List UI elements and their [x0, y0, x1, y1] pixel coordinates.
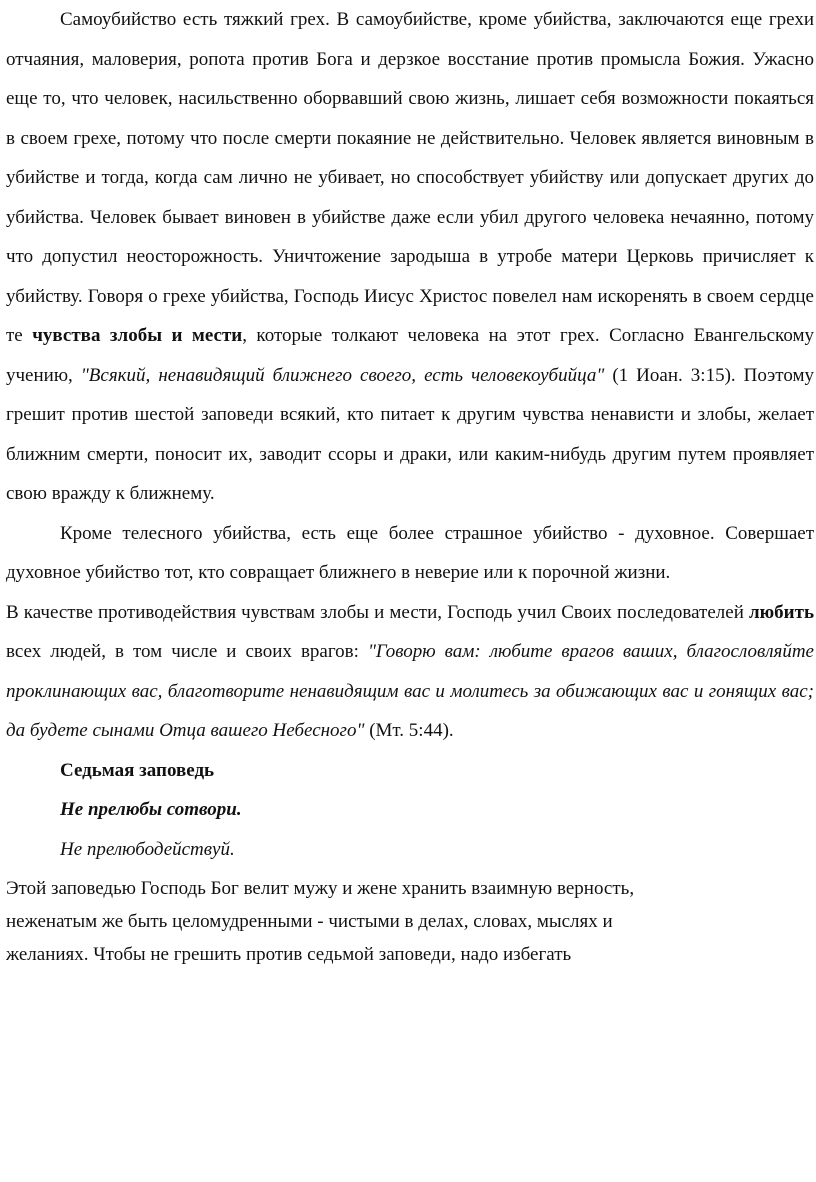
scripture-quote: "Говорю вам: любите врагов ваших, благословляйте проклинающих вас, благотворите ненавидящим вас и молитесь за обижающих вас и гонящих вас; да будете сынами Отца вашего Небесного": [6, 641, 814, 741]
paragraph-love-enemies: [6, 593, 814, 751]
paragraph-text: всех людей, в том числе и своих врагов:: [6, 641, 368, 662]
section-heading-text: Седьмая заповедь: [60, 759, 215, 781]
commandment-modern-text: Не прелюбодействуй.: [60, 838, 235, 860]
bold-phrase-malice-revenge: чувства злобы и мести: [32, 325, 243, 346]
paragraph-text: (Мт. 5:44).: [364, 720, 454, 741]
commandment-old-text: Не прелюбы сотвори.: [60, 799, 242, 820]
paragraph-text: Самоубийство есть тяжкий грех. В самоубийстве, кроме убийства, заключаются еще грехи отчаяния, маловерия, ропота против Бога и дерзкое восстание против промысла Божия. Ужасно еще то, что человек, насильственно оборвавший свою жизнь, лишает себя возможности покаяться в своем грехе, потому что после смерти покаяние не действительно. Человек является виновным в убийстве и тогда, когда сам лично не убивает, но способствует убийству или допускает других до убийства. Человек бывает виновен в убийстве даже если убил другого человека нечаянно, потому что допустил неосторожность. Уничтожение зародыша в утробе матери Церковь причисляет к убийству. Говоря о грехе убийства, Господь Иисус Христос повелел нам искоренять в своем сердце те: [6, 9, 814, 346]
commandment-modern: [6, 830, 814, 870]
paragraph-text: В качестве противодействия чувствам злобы и мести, Господь учил Своих последователей: [6, 601, 749, 623]
explanation-line: желаниях. Чтобы не грешить против седьмой заповеди, надо избегать: [6, 944, 572, 965]
commandment-old: [6, 790, 814, 830]
section-heading: [6, 751, 814, 791]
bold-word-love: любить: [748, 601, 814, 623]
document-body: [6, 0, 814, 751]
explanation-line: Этой заповедью Господь Бог велит мужу и жене хранить взаимную верность,: [6, 878, 635, 899]
explanation-line: неженатым же быть целомудренными - чистыми в делах, словах, мыслях и: [6, 911, 613, 932]
paragraph-spiritual-murder: [6, 514, 814, 593]
paragraph-text: (1 Иоан. 3:15). Поэтому грешит против шестой заповеди всякий, кто питает к другим чувства ненависти и злобы, желает ближним смерти, поносит их, заводит ссоры и драки, или каким-нибудь другим путем проявляет свою вражду к ближнему.: [6, 364, 814, 504]
scripture-quote: "Всякий, ненавидящий ближнего своего, есть человекоубийца": [80, 364, 605, 386]
paragraph-text: , которые толкают человека на этот грех. Согласно Евангельскому учению,: [6, 325, 814, 386]
paragraph-text: Кроме телесного убийства, есть еще более страшное убийство - духовное. Совершает духовное убийство тот, кто совращает ближнего в неверие или к порочной жизни.: [6, 522, 814, 583]
commandment-explanation: [6, 872, 814, 971]
paragraph-suicide-murder: [6, 0, 814, 514]
